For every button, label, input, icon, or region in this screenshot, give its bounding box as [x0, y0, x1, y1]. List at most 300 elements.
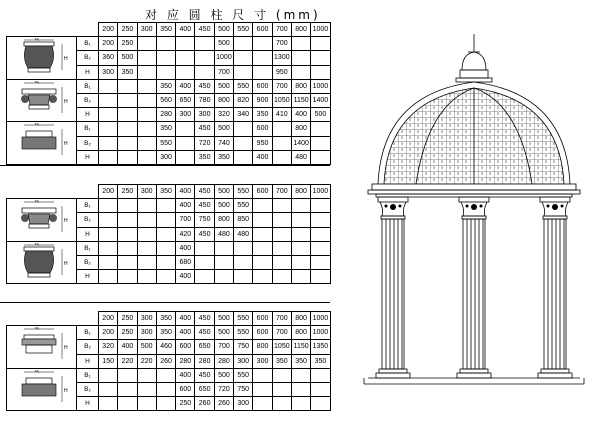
table-cell: 220 [137, 354, 156, 368]
table-cell [99, 397, 118, 411]
table-cell [272, 397, 291, 411]
capital-drawing-corinthian [7, 241, 77, 284]
table-cell: 650 [195, 340, 214, 354]
table-cell [253, 65, 272, 79]
table-cell: 300 [156, 150, 175, 164]
table-cell [311, 199, 330, 213]
size-header-cell: 500 [214, 312, 233, 326]
table-cell [311, 51, 330, 65]
table-cell [234, 270, 253, 284]
size-header-cell: 450 [195, 23, 214, 37]
table-cell [118, 368, 137, 382]
table-cell: 600 [253, 326, 272, 340]
size-header-cell: 550 [234, 185, 253, 199]
size-header-cell: 300 [137, 23, 156, 37]
size-header-cell: 1000 [311, 185, 330, 199]
table-row [7, 199, 331, 213]
table-cell [176, 37, 195, 51]
table-cell [195, 65, 214, 79]
table-cell [311, 213, 330, 227]
dimension-label: B₂ [77, 51, 99, 65]
table-row [7, 368, 331, 382]
table-cell [137, 37, 156, 51]
table-cell [156, 65, 175, 79]
table-cell: 400 [176, 79, 195, 93]
table-cell [137, 270, 156, 284]
table-cell: 350 [156, 79, 175, 93]
table-cell [214, 241, 233, 255]
dimension-label: B₂ [77, 93, 99, 107]
table-cell [234, 255, 253, 269]
table-row [7, 122, 331, 136]
size-header-row [7, 312, 331, 326]
table-cell: 550 [234, 79, 253, 93]
dimension-label: B₁ [77, 326, 99, 340]
table-cell: 800 [291, 326, 310, 340]
table-row [7, 326, 331, 340]
size-header-cell: 200 [99, 312, 118, 326]
dimension-label: H [77, 108, 99, 122]
table-cell [291, 65, 310, 79]
dimension-label: B₂ [77, 255, 99, 269]
table-cell [176, 150, 195, 164]
table-cell: 700 [272, 326, 291, 340]
table-cell: 400 [176, 270, 195, 284]
table-cell [118, 382, 137, 396]
table-cell: 350 [118, 65, 137, 79]
size-header-cell: 700 [272, 185, 291, 199]
table-cell: 500 [214, 122, 233, 136]
table-cell: 780 [195, 93, 214, 107]
size-header-cell: 600 [253, 185, 272, 199]
table-cell [195, 37, 214, 51]
svg-text:B₁: B₁ [34, 369, 40, 373]
size-header-cell: 700 [272, 23, 291, 37]
table-cell: 350 [195, 150, 214, 164]
size-header-cell: 1000 [311, 312, 330, 326]
table-cell: 650 [195, 382, 214, 396]
header-blank [7, 185, 99, 199]
table-cell: 460 [156, 340, 175, 354]
size-header-cell: 350 [156, 23, 175, 37]
table-cell: 300 [137, 326, 156, 340]
table-cell [291, 270, 310, 284]
table-cell [156, 397, 175, 411]
dimension-label: B₂ [77, 340, 99, 354]
table-cell: 480 [291, 150, 310, 164]
table-cell: 550 [234, 368, 253, 382]
svg-text:B₁: B₁ [34, 326, 40, 330]
svg-text:B₁: B₁ [34, 80, 40, 84]
table-cell: 700 [176, 213, 195, 227]
table-cell: 900 [253, 93, 272, 107]
table-cell: 680 [176, 255, 195, 269]
table-cell: 800 [253, 340, 272, 354]
table-cell [234, 51, 253, 65]
table-cell [291, 199, 310, 213]
table-cell: 1150 [291, 340, 310, 354]
table-cell: 550 [234, 199, 253, 213]
table-cell: 720 [195, 136, 214, 150]
table-cell: 500 [214, 79, 233, 93]
table-cell [118, 79, 137, 93]
table-cell: 500 [214, 368, 233, 382]
table-cell: 1050 [272, 93, 291, 107]
table-cell [291, 397, 310, 411]
table-cell [118, 213, 137, 227]
table-cell: 400 [118, 340, 137, 354]
table-cell [99, 199, 118, 213]
table-cell: 350 [214, 150, 233, 164]
table-cell: 340 [234, 108, 253, 122]
table-cell [137, 213, 156, 227]
column-size-table-2 [6, 184, 331, 284]
size-header-cell: 800 [291, 312, 310, 326]
svg-text:H: H [63, 217, 68, 224]
table-cell [253, 37, 272, 51]
table-cell: 600 [253, 79, 272, 93]
table-cell: 450 [195, 122, 214, 136]
size-header-cell: 400 [176, 185, 195, 199]
table-cell: 1000 [311, 326, 330, 340]
table-cell: 700 [214, 65, 233, 79]
table-cell: 820 [234, 93, 253, 107]
svg-text:B₁: B₁ [34, 199, 40, 203]
table-cell: 1000 [214, 51, 233, 65]
table-row [7, 241, 331, 255]
table-cell [272, 270, 291, 284]
size-header-cell: 500 [214, 23, 233, 37]
table-cell: 650 [176, 93, 195, 107]
dimension-label: H [77, 354, 99, 368]
table-cell: 350 [156, 122, 175, 136]
dimension-label: B₂ [77, 136, 99, 150]
table-cell: 1000 [311, 79, 330, 93]
size-header-cell: 300 [137, 185, 156, 199]
table-cell [214, 255, 233, 269]
table-cell: 200 [99, 37, 118, 51]
table-cell [137, 108, 156, 122]
table-cell [176, 65, 195, 79]
table-cell [253, 382, 272, 396]
table-cell: 750 [195, 213, 214, 227]
table-cell [234, 136, 253, 150]
table-cell [253, 270, 272, 284]
table-cell [137, 368, 156, 382]
table-cell [311, 397, 330, 411]
dimension-label: H [77, 65, 99, 79]
table-cell [272, 199, 291, 213]
dimension-label: H [77, 150, 99, 164]
table-cell [291, 255, 310, 269]
svg-text:H: H [63, 387, 68, 394]
table-cell [195, 255, 214, 269]
table-row [7, 37, 331, 51]
table-cell [195, 270, 214, 284]
table-cell [195, 241, 214, 255]
table-cell: 740 [214, 136, 233, 150]
table-cell: 350 [253, 108, 272, 122]
size-header-cell: 600 [253, 23, 272, 37]
section-divider [0, 302, 330, 303]
table-cell [118, 150, 137, 164]
table-cell [272, 136, 291, 150]
svg-text:H: H [63, 55, 68, 62]
table-cell: 500 [311, 108, 330, 122]
size-header-cell: 550 [234, 23, 253, 37]
svg-text:B₁: B₁ [34, 242, 40, 246]
table-cell: 450 [195, 326, 214, 340]
table-cell [137, 51, 156, 65]
table-cell: 320 [99, 340, 118, 354]
table-cell [291, 382, 310, 396]
table-cell [311, 122, 330, 136]
size-header-cell: 550 [234, 312, 253, 326]
table-cell: 500 [118, 51, 137, 65]
table-cell [137, 79, 156, 93]
size-header-cell: 400 [176, 312, 195, 326]
size-header-row [7, 23, 331, 37]
table-cell [118, 270, 137, 284]
size-header-cell: 300 [137, 312, 156, 326]
table-cell [118, 199, 137, 213]
table-cell [137, 382, 156, 396]
base-drawing-simple [7, 368, 77, 411]
gazebo-elevation-drawing [358, 34, 590, 394]
table-cell: 550 [234, 326, 253, 340]
table-cell: 750 [234, 382, 253, 396]
size-header-cell: 350 [156, 185, 175, 199]
table-row [7, 79, 331, 93]
table-cell [291, 241, 310, 255]
table-cell [253, 51, 272, 65]
table-cell [272, 382, 291, 396]
table-cell [291, 37, 310, 51]
table-cell [234, 150, 253, 164]
table-cell [156, 227, 175, 241]
dimension-label: B₁ [77, 368, 99, 382]
column-size-table-3 [6, 311, 331, 411]
table-cell [272, 368, 291, 382]
table-cell: 480 [234, 227, 253, 241]
size-header-cell: 450 [195, 312, 214, 326]
table-cell: 750 [234, 340, 253, 354]
capital-drawing-corinthian [7, 37, 77, 80]
table-cell [311, 150, 330, 164]
table-cell: 300 [253, 354, 272, 368]
header-blank [7, 23, 99, 37]
size-header-cell: 250 [118, 312, 137, 326]
table-cell: 1300 [272, 51, 291, 65]
svg-text:B₁: B₁ [34, 37, 40, 41]
table-cell: 700 [272, 79, 291, 93]
table-cell [99, 79, 118, 93]
svg-text:H: H [63, 344, 68, 351]
table-cell [137, 65, 156, 79]
dimension-label: B₁ [77, 37, 99, 51]
table-cell: 300 [234, 354, 253, 368]
table-cell [99, 150, 118, 164]
table-cell [99, 122, 118, 136]
table-cell [99, 255, 118, 269]
table-cell [156, 241, 175, 255]
table-cell: 400 [253, 150, 272, 164]
dimension-label: H [77, 227, 99, 241]
table-cell: 550 [156, 136, 175, 150]
size-header-cell: 1000 [311, 23, 330, 37]
table-cell: 280 [195, 354, 214, 368]
table-cell: 450 [195, 368, 214, 382]
table-cell [253, 368, 272, 382]
table-cell: 250 [118, 326, 137, 340]
capital-drawing-ionic [7, 79, 77, 122]
table-cell [253, 199, 272, 213]
size-header-cell: 700 [272, 312, 291, 326]
table-cell: 260 [156, 354, 175, 368]
table-cell [137, 397, 156, 411]
capital-drawing-ionic [7, 199, 77, 242]
size-header-cell: 800 [291, 185, 310, 199]
table-cell [253, 241, 272, 255]
size-header-cell: 800 [291, 23, 310, 37]
table-cell [99, 270, 118, 284]
table-cell: 500 [137, 340, 156, 354]
table-cell [156, 270, 175, 284]
table-cell [99, 368, 118, 382]
table-cell [234, 241, 253, 255]
table-cell: 300 [195, 108, 214, 122]
table-cell: 450 [195, 79, 214, 93]
size-header-cell: 350 [156, 312, 175, 326]
table-cell: 800 [214, 213, 233, 227]
table-cell [253, 227, 272, 241]
size-header-cell: 400 [176, 23, 195, 37]
table-cell: 400 [176, 241, 195, 255]
dimension-label: H [77, 397, 99, 411]
table-cell: 500 [214, 199, 233, 213]
section-divider [0, 165, 330, 166]
table-cell [234, 122, 253, 136]
table-cell [137, 241, 156, 255]
table-cell [311, 255, 330, 269]
table-cell: 800 [291, 79, 310, 93]
table-cell [253, 397, 272, 411]
dimension-label: B₂ [77, 213, 99, 227]
table-cell [99, 108, 118, 122]
table-cell [137, 227, 156, 241]
table-cell: 800 [214, 93, 233, 107]
table-cell [176, 136, 195, 150]
table-cell: 410 [272, 108, 291, 122]
table-cell [99, 136, 118, 150]
svg-text:H: H [63, 141, 68, 148]
table-cell [176, 122, 195, 136]
table-cell [99, 241, 118, 255]
table-cell: 450 [195, 199, 214, 213]
svg-text:H: H [63, 98, 68, 105]
table-cell: 200 [99, 326, 118, 340]
size-header-cell: 250 [118, 185, 137, 199]
table-cell [137, 199, 156, 213]
table-cell: 280 [176, 354, 195, 368]
dimension-label: H [77, 270, 99, 284]
table-cell [156, 368, 175, 382]
table-cell: 250 [118, 37, 137, 51]
table-cell: 560 [156, 93, 175, 107]
table-cell [156, 255, 175, 269]
table-cell [272, 150, 291, 164]
table-cell [311, 382, 330, 396]
table-cell: 300 [234, 397, 253, 411]
table-cell: 450 [195, 227, 214, 241]
table-cell [118, 136, 137, 150]
table-cell: 600 [253, 122, 272, 136]
table-cell [311, 270, 330, 284]
table-cell [118, 227, 137, 241]
table-cell [291, 213, 310, 227]
svg-text:B₁: B₁ [34, 123, 40, 127]
capital-drawing-simple [7, 122, 77, 165]
table-cell [156, 382, 175, 396]
table-cell: 700 [214, 340, 233, 354]
table-cell [156, 213, 175, 227]
svg-text:H: H [63, 260, 68, 267]
table-cell: 500 [214, 326, 233, 340]
table-cell: 400 [176, 368, 195, 382]
table-cell [291, 227, 310, 241]
table-cell [272, 213, 291, 227]
table-cell: 1400 [291, 136, 310, 150]
table-cell: 1350 [311, 340, 330, 354]
header-blank [7, 312, 99, 326]
table-cell [272, 241, 291, 255]
table-cell: 700 [272, 37, 291, 51]
table-cell [156, 51, 175, 65]
table-cell: 300 [176, 108, 195, 122]
table-cell [137, 122, 156, 136]
table-cell: 280 [214, 354, 233, 368]
table-cell: 350 [156, 326, 175, 340]
table-cell: 600 [176, 382, 195, 396]
size-header-cell: 200 [99, 23, 118, 37]
table-cell [234, 37, 253, 51]
table-cell: 280 [156, 108, 175, 122]
table-cell: 600 [176, 340, 195, 354]
table-cell: 400 [291, 108, 310, 122]
table-cell [291, 368, 310, 382]
table-cell [311, 241, 330, 255]
size-header-cell: 500 [214, 185, 233, 199]
table-cell [234, 65, 253, 79]
table-cell: 1400 [311, 93, 330, 107]
size-header-cell: 600 [253, 312, 272, 326]
table-cell [118, 255, 137, 269]
table-cell: 150 [99, 354, 118, 368]
table-cell: 500 [214, 37, 233, 51]
table-cell: 260 [214, 397, 233, 411]
table-cell [272, 122, 291, 136]
dimension-label: B₁ [77, 122, 99, 136]
table-cell: 950 [272, 65, 291, 79]
table-cell [137, 150, 156, 164]
table-cell: 950 [253, 136, 272, 150]
table-cell [99, 93, 118, 107]
table-cell [311, 37, 330, 51]
table-cell: 400 [176, 199, 195, 213]
table-cell [253, 255, 272, 269]
table-cell [272, 255, 291, 269]
table-cell [291, 51, 310, 65]
